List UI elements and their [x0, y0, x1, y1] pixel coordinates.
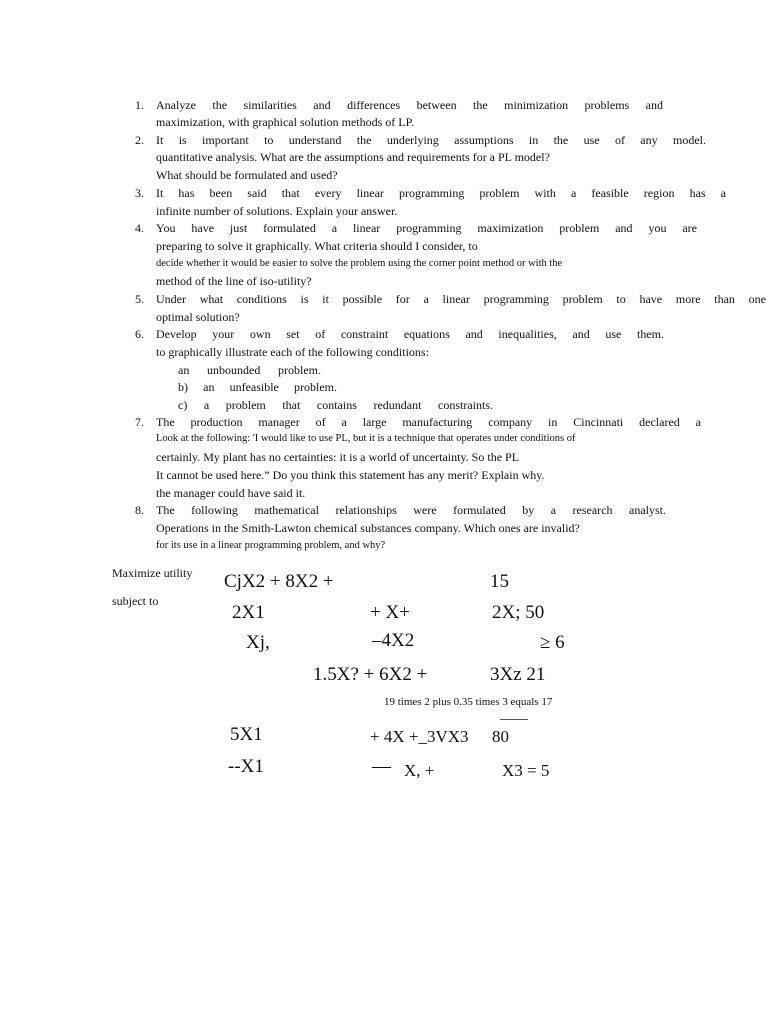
question-8-line-1: The following mathematical relationships were formulated by a research analyst.	[156, 503, 666, 517]
question-number: 5.	[135, 292, 144, 306]
question-8-line-3: for its use in a linear programming problem, and why?	[156, 540, 386, 551]
question-7-line-5: the manager could have said it.	[156, 486, 306, 500]
question-number: 7.	[135, 415, 144, 429]
constraint-5-term-2: + 4X +_3VX3	[370, 727, 469, 746]
question-2-line-3: What should be formulated and used?	[156, 168, 338, 182]
question-3-line-2: infinite number of solutions. Explain your answer.	[156, 204, 398, 218]
subitem-b: b) an unfeasible problem.	[178, 380, 337, 394]
objective-label: Maximize utility	[112, 566, 193, 580]
constraint-3-rhs: 3Xz 21	[490, 664, 546, 685]
question-6-line-1: Develop your own set of constraint equations and inequalities, and use them.	[156, 327, 664, 341]
objective-lhs: ϹjX2 + 8X2 +	[224, 571, 334, 592]
constraint-1-rhs: 2X; 50	[492, 602, 545, 623]
constraint-4-caption: 19 times 2 plus 0.35 times 3 equals 17	[384, 696, 553, 708]
question-3-line-1: It has been said that every linear programming problem with a feasible region has a	[156, 186, 726, 200]
question-7-line-3: certainly. My plant has no certainties: it is a world of uncertainty. So the PL	[156, 450, 520, 464]
question-2-line-1: It is important to understand the underlying assumptions in the use of any model.	[156, 133, 706, 147]
question-number: 6.	[135, 327, 144, 341]
question-4-line-2: preparing to solve it graphically. What criteria should I consider, to	[156, 239, 478, 253]
question-1-line-2: maximization, with graphical solution methods of LP.	[156, 115, 414, 129]
constraint-3-lhs: 1.5X? + 6X2 +	[313, 664, 428, 685]
constraint-5-rhs: 80	[492, 727, 509, 746]
constraint-2-rhs: ≥ 6	[540, 632, 565, 653]
question-6-line-2: to graphically illustrate each of the following conditions:	[156, 345, 429, 359]
question-7-line-1: The production manager of a large manufacturing company in Cincinnati declared a	[156, 415, 701, 429]
question-5-line-2: optimal solution?	[156, 310, 240, 324]
question-1-line-1: Analyze the similarities and differences between the minimization problems and	[156, 98, 663, 112]
objective-rhs: 15	[490, 571, 509, 592]
question-4-line-3: decide whether it would be easier to solve the problem using the corner point method or with the	[156, 258, 563, 269]
question-8-line-2: Operations in the Smith-Lawton chemical substances company. Which ones are invalid?	[156, 521, 580, 535]
question-number: 8.	[135, 503, 144, 517]
radical-overbar	[500, 719, 528, 720]
subitem-a: an unbounded problem.	[178, 363, 321, 377]
question-number: 4.	[135, 221, 144, 235]
constraint-1-term-1: 2X1	[232, 602, 265, 623]
constraint-6-term-1: --X1	[228, 756, 264, 777]
question-number: 1.	[135, 98, 144, 112]
question-5-line-1: Under what conditions is it possible for a linear programming problem to have more than one	[156, 292, 766, 306]
question-2-line-2: quantitative analysis. What are the assumptions and requirements for a PL model?	[156, 150, 550, 164]
constraint-1-term-2: + X+	[370, 602, 410, 623]
constraint-6-term-2: X, +	[404, 761, 435, 780]
subitem-c: c) a problem that contains redundant constraints.	[178, 398, 493, 412]
constraint-2-term-2: –4X2	[372, 630, 415, 651]
question-7-line-2: Look at the following: 'I would like to use PL, but it is a technique that operates under conditions of	[156, 433, 576, 444]
constraint-5-term-1: 5X1	[230, 724, 263, 745]
constraint-6-rhs: X3 = 5	[502, 761, 550, 780]
constraint-2-term-1: Xj,	[246, 632, 270, 653]
question-number: 3.	[135, 186, 144, 200]
subject-to-label: subject to	[112, 594, 159, 608]
question-4-line-1: You have just formulated a linear programming maximization problem and you are	[156, 221, 697, 235]
constraint-6-minus: —	[372, 756, 391, 777]
question-4-line-4: method of the line of iso-utility?	[156, 274, 312, 288]
question-7-line-4: It cannot be used here.” Do you think this statement has any merit? Explain why.	[156, 468, 545, 482]
question-number: 2.	[135, 133, 144, 147]
